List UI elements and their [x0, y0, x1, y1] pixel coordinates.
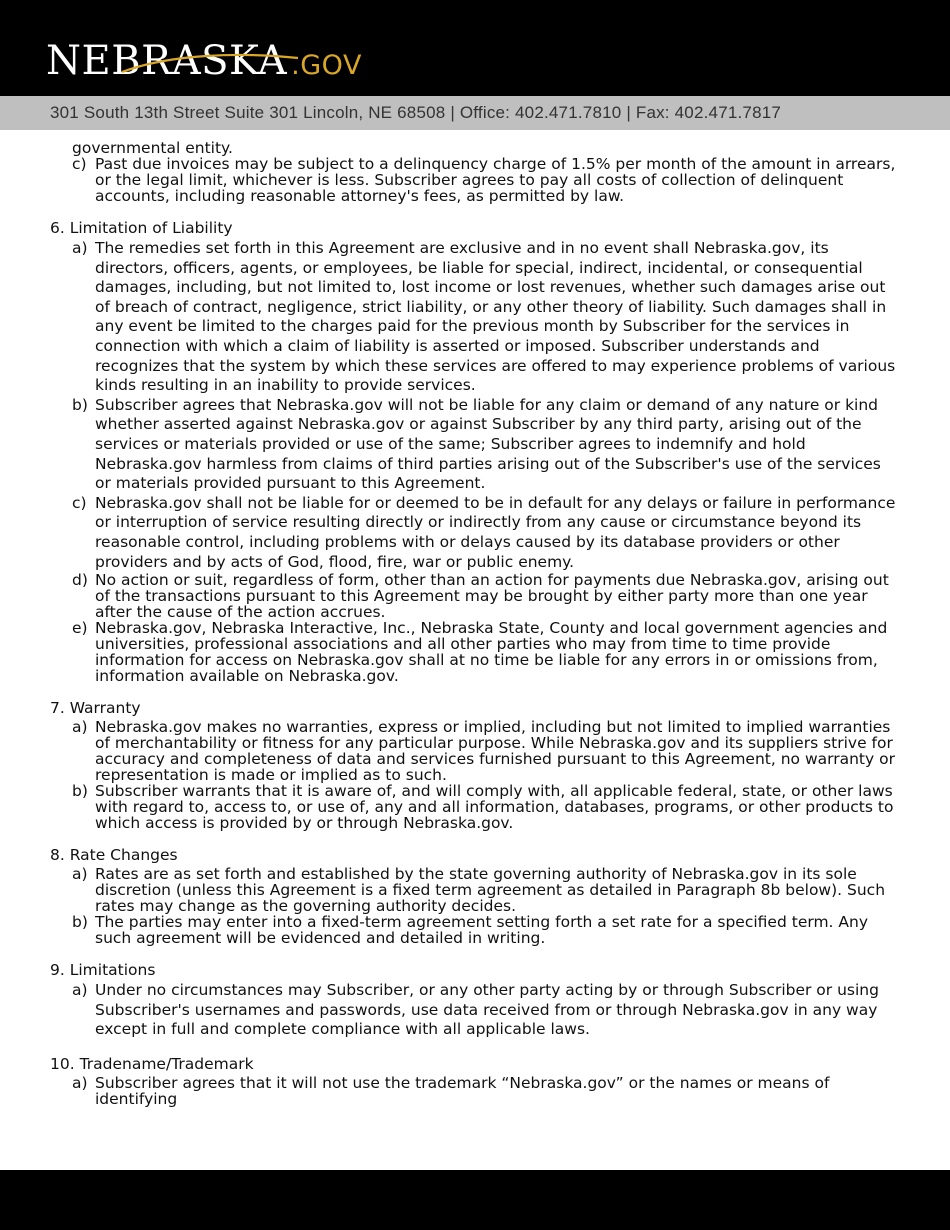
item-label: b) [72, 782, 88, 801]
list-item [50, 914, 900, 946]
page-footer [0, 1170, 950, 1230]
logo-swoosh-icon [120, 50, 300, 76]
contact-bar [0, 96, 950, 130]
list-item [50, 239, 900, 396]
continued-text: governmental entity. [72, 139, 233, 157]
list-item [50, 866, 900, 914]
item-text: Under no circumstances may Subscriber, or any other party acting by or through Subscriber or using Subscriber's usernames and passwords, use data received from or through Nebraska.gov in any way except in full and complete compliance with all applicable laws. [95, 981, 879, 1039]
section-tradename-trademark [50, 1056, 900, 1107]
item-label: e) [72, 619, 88, 638]
section-title: 9. Limitations [50, 961, 156, 980]
item-text: Rates are as set forth and established by the state governing authority of Nebraska.gov in its sole discretion (unless this Agreement is a fixed term agreement as detailed in Paragraph 8b below). Such rates may change as the governing authority decides. [95, 865, 886, 916]
item-text: No action or suit, regardless of form, other than an action for payments due Nebraska.gov, arising out of the transactions pursuant to this Agreement may be brought by either party more than one year after the cause of the action accrues. [95, 571, 889, 622]
list-item [50, 783, 900, 831]
logo-main-text: NEBRASKA [46, 38, 288, 84]
list-item [50, 572, 900, 620]
section-title: 7. Warranty [50, 699, 141, 718]
list-item [50, 1075, 900, 1107]
item-text: Subscriber warrants that it is aware of, and will comply with, all applicable federal, state, or other laws with regard to, access to, or use of, any and all information, databases, programs, or other products to which access is provided by or through Nebraska.gov. [95, 782, 894, 833]
contact-address: 301 South 13th Street Suite 301 Lincoln, NE 68508 | Office: 402.471.7810 | Fax: 402.471.7817 [50, 103, 782, 122]
item-label: b) [72, 913, 88, 932]
item-label: a) [72, 1073, 88, 1092]
section-warranty [50, 700, 900, 831]
list-item [50, 494, 900, 572]
list-item [50, 719, 900, 783]
item-label: c) [72, 155, 87, 173]
section-limitations [50, 962, 900, 1040]
item-text: Nebraska.gov makes no warranties, express or implied, including but not limited to implied warranties of merchantability or fitness for any particular purpose. While Nebraska.gov and its suppliers strive for accuracy and completeness of data and services furnished pursuant to this Agreement, no warranty or representation is made or implied as to such. [95, 718, 895, 785]
section-rate-changes [50, 847, 900, 946]
item-text: Past due invoices may be subject to a delinquency charge of 1.5% per month of the amount in arrears, or the legal limit, whichever is less. Subscriber agrees to pay all costs of collection of delinquent accounts, including reasonable attorney's fees, as permitted by law. [95, 155, 896, 205]
item-label: a) [72, 981, 88, 1000]
item-label: b) [72, 395, 88, 414]
section-limitation-of-liability [50, 220, 900, 684]
list-item [50, 396, 900, 494]
item-label: a) [72, 239, 88, 257]
logo-suffix-text: .GOV [291, 50, 362, 81]
list-item [50, 620, 900, 684]
item-text: Nebraska.gov shall not be liable for or deemed to be in default for any delays or failure in performance or interruption of service resulting directly or indirectly from any cause or circumstance beyond its reasonable control, including problems with or delays caused by its database providers or other providers and by acts of God, flood, fire, war or public enemy. [95, 493, 896, 571]
section-title: 8. Rate Changes [50, 846, 178, 865]
section-title: 10. Tradename/Trademark [50, 1054, 254, 1073]
item-text: The parties may enter into a fixed-term agreement setting forth a set rate for a specified term. Any such agreement will be evidenced and detailed in writing. [95, 913, 869, 948]
document-body [50, 140, 900, 1107]
item-label: a) [72, 865, 88, 884]
item-text: Subscriber agrees that it will not use the trademark “Nebraska.gov” or the names or means of identifying [95, 1073, 830, 1108]
list-item [50, 156, 900, 204]
item-label: c) [72, 493, 87, 512]
section-title: 6. Limitation of Liability [50, 219, 233, 237]
item-text: Nebraska.gov, Nebraska Interactive, Inc., Nebraska State, County and local government agencies and universities, professional associations and all other parties who may from time to time provide information for access on Nebraska.gov shall at no time be liable for any errors in or omissions from, information available on Nebraska.gov. [95, 619, 888, 686]
item-text: The remedies set forth in this Agreement are exclusive and in no event shall Nebraska.gov, its directors, officers, agents, or employees, be liable for special, indirect, incidental, or consequential damages, including, but not limited to, lost income or lost revenues, whether such damages arise out of breach of contract, negligence, strict liability, or any other theory of liability. Such damages shall in any event be limited to the charges paid for the previous month by Subscriber for the services in connection with which a claim of liability is asserted or imposed. Subscriber understands and recognizes that the system by which these services are offered to may experience problems of various kinds resulting in an inability to provide services. [95, 239, 896, 395]
item-label: d) [72, 571, 88, 590]
item-text: Subscriber agrees that Nebraska.gov will not be liable for any claim or demand of any nature or kind whether asserted against Nebraska.gov or against Subscriber by any third party, arising out of the services or materials provided or use of the same; Subscriber agrees to indemnify and hold Nebraska.gov harmless from claims of third parties arising out of the Subscriber's use of the services or materials provided pursuant to this Agreement. [95, 395, 881, 493]
list-item [50, 981, 900, 1040]
page-header [0, 0, 950, 96]
item-label: a) [72, 718, 88, 737]
